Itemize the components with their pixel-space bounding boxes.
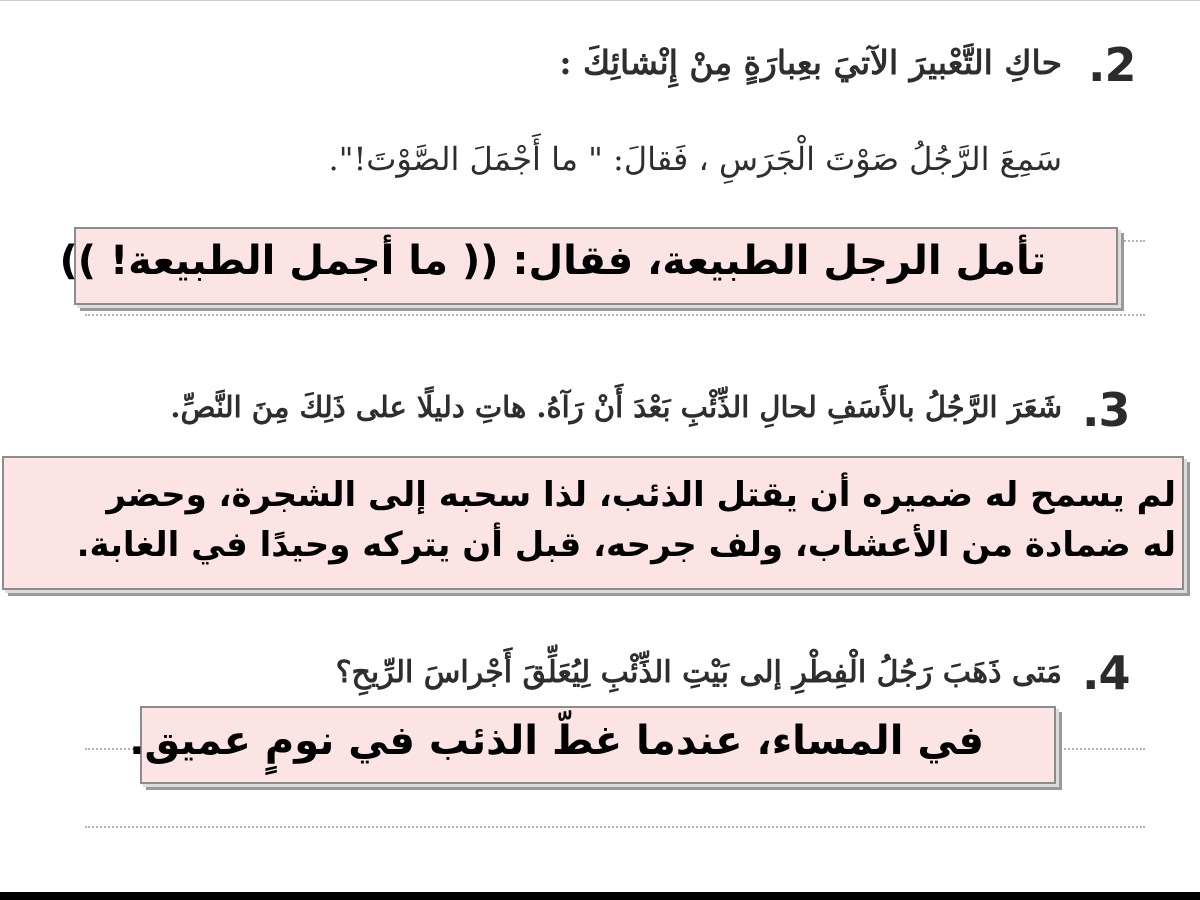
question-2-prompt: حاكِ التَّعْبيرَ الآتيَ بعِبارَةٍ مِنْ إِنْشائِكَ : [559,43,1062,82]
question-3-number: .3 [1082,383,1130,437]
question-2-answer: تأمل الرجل الطبيعة، فقال: (( ما أجمل الطبيعة! )) [59,238,1046,284]
question-4-number: .4 [1082,646,1130,700]
question-3-answer-box [2,456,1184,590]
answer-line-dotted [85,314,1145,316]
question-3-prompt: شَعَرَ الرَّجُلُ بالأَسَفِ لحالِ الذِّئْبِ بَعْدَ أَنْ رَآهُ. هاتِ دليلًا على ذَلِكَ مِنَ النَّصِّ. [170,390,1062,424]
top-border [0,0,1200,1]
question-4-prompt: مَتى ذَهَبَ رَجُلُ الْفِطْرِ إلى بَيْتِ الذِّئْبِ لِيُعَلِّقَ أَجْراسَ الرِّيحِ؟ [335,655,1062,690]
answer-line-dotted [85,826,1145,828]
question-2-number: .2 [1088,38,1136,92]
question-2-answer-box [59,227,1118,305]
question-2-example: سَمِعَ الرَّجُلُ صَوْتَ الْجَرَسِ ، فَقالَ: " ما أَجْمَلَ الصَّوْتَ!". [328,140,1062,178]
bottom-border [0,892,1200,900]
question-4-answer: في المساء، عندما غطّ الذئب في نومٍ عميق. [129,718,984,764]
question-3-answer-line-1: لم يسمح له ضميره أن يقتل الذئب، لذا سحبه إلى الشجرة، وحضر [106,475,1176,515]
question-3-answer-line-2: له ضمادة من الأعشاب، ولف جرحه، قبل أن يتركه وحيدًا في الغابة. [76,525,1176,565]
question-4-answer-box [129,706,1056,784]
